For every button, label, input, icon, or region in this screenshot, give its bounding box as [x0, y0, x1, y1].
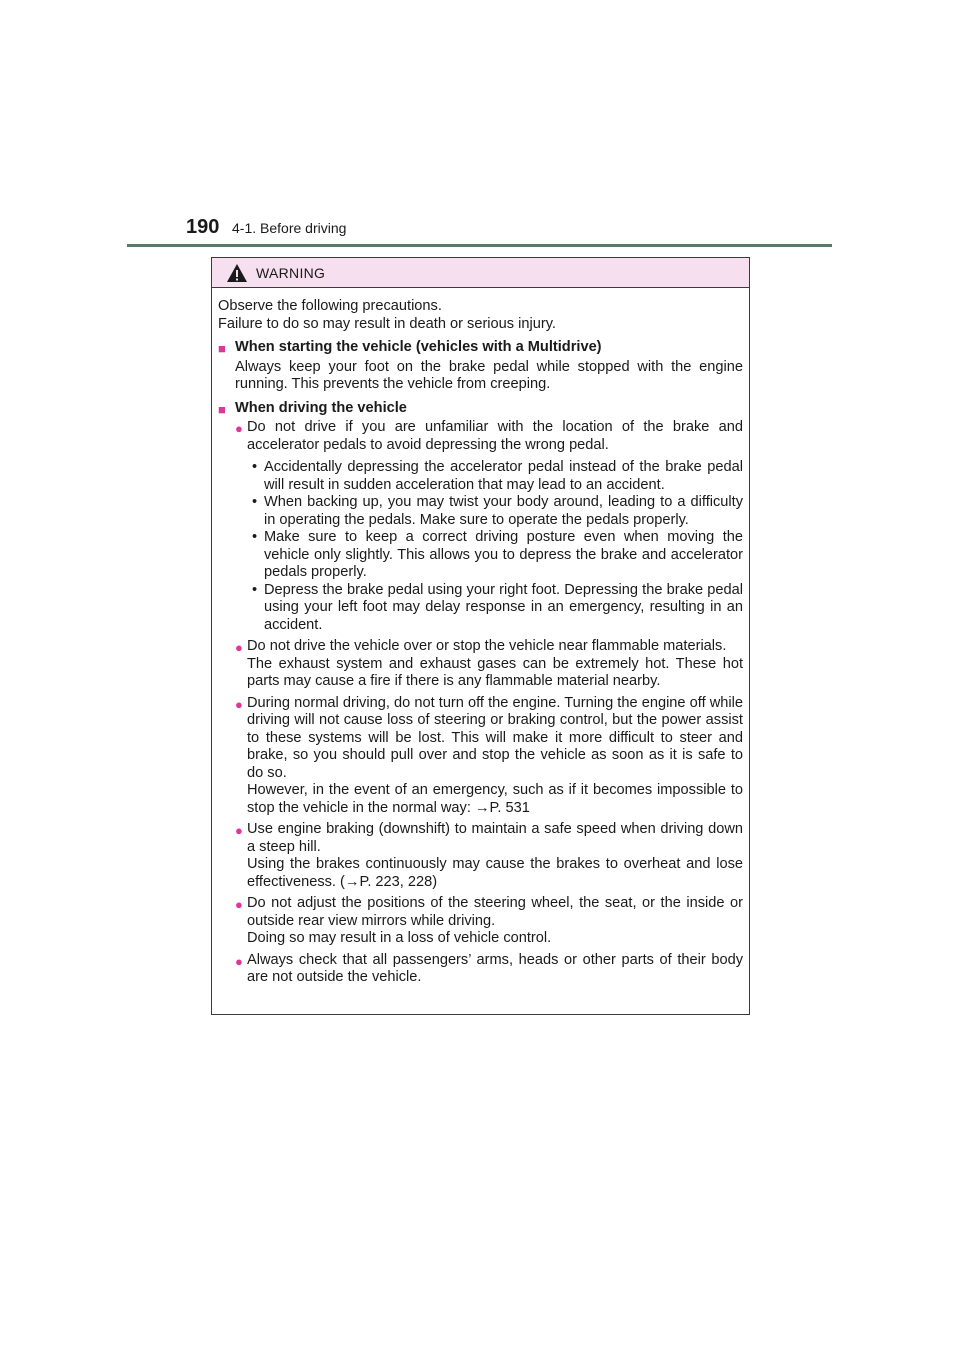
warning-intro — [218, 298, 743, 333]
bullet-text: Do not drive if you are unfamiliar with the location of the brake and accelerator pedals to avoid depressing the wrong pedal. — [247, 419, 743, 453]
sub-text: Make sure to keep a correct driving posture even when moving the vehicle only slightly. This allows you to depress the brake and accelerator pedals properly. — [264, 529, 743, 580]
section-title: 4-1. Before driving — [232, 220, 347, 236]
warning-box — [211, 257, 750, 1015]
sub-item: • Depress the brake pedal using your right foot. Depressing the brake pedal using your left foot may delay response in an emergency, resulting in an accident. — [252, 581, 743, 633]
bullet-text: The exhaust system and exhaust gases can be extremely hot. These hot parts may cause a fire if there is any flammable material nearby. — [247, 655, 743, 689]
page-header — [186, 216, 346, 239]
bullet-dot-icon: ● — [235, 696, 243, 712]
section-heading — [218, 339, 743, 358]
section-heading — [218, 400, 743, 419]
warning-triangle-icon — [226, 263, 248, 283]
section-text: Always keep your foot on the brake pedal while stopped with the engine running. This prevents the vehicle from creeping. — [235, 358, 743, 392]
sub-item: • When backing up, you may twist your body around, leading to a difficulty in operating the pedals. Make sure to operate the pedals properly. — [252, 494, 743, 528]
bullet-item — [230, 695, 743, 818]
bullet-item — [230, 638, 743, 691]
bullet-text: Do not drive the vehicle over or stop the vehicle near flammable materials. — [247, 638, 727, 654]
bullet-dot-icon: ● — [235, 640, 243, 655]
square-bullet-icon: ■ — [218, 401, 226, 417]
square-bullet-icon: ■ — [218, 341, 226, 356]
warning-body — [212, 288, 749, 987]
sub-text: Depress the brake pedal using your right foot. Depressing the brake pedal using your left foot may delay response in an emergency, resulting in an accident. — [264, 581, 743, 633]
bullet-text: Always check that all passengers’ arms, heads or other parts of their body are not outside the vehicle. — [247, 951, 743, 985]
header-divider — [127, 244, 832, 247]
sub-text: When backing up, you may twist your body around, leading to a difficulty in operating the pedals. Make sure to operate the pedals properly. — [264, 494, 743, 528]
bullet-text: However, in the event of an emergency, such as if it becomes impossible to stop the vehicle in the normal way: →P. 531 — [247, 782, 743, 816]
bullet-item — [230, 952, 743, 987]
bullet-text: During normal driving, do not turn off the engine. Turning the engine off while driving will not cause loss of steering or braking control, but the power assist to these systems will be lost. This will make it more difficult to steer and brake, so you should pull over and stop the vehicle as soon as it is safe to do so. — [247, 694, 743, 781]
page-number: 190 — [186, 216, 220, 238]
bullet-item — [230, 419, 743, 634]
bullet-dot-icon: ● — [235, 421, 243, 436]
warning-header — [212, 258, 749, 288]
heading-text: When starting the vehicle (vehicles with a Multidrive) — [235, 339, 602, 355]
bullet-text: Using the brakes continuously may cause the brakes to overheat and lose effectiveness. (→P. 223, 228) — [247, 856, 743, 890]
bullet-dot-icon: ● — [235, 897, 243, 912]
bullet-item — [230, 821, 743, 891]
warning-label: WARNING — [256, 264, 326, 281]
intro-line: Observe the following precautions. — [218, 298, 442, 314]
intro-line: Failure to do so may result in death or serious injury. — [218, 315, 556, 332]
sub-text: Accidentally depressing the accelerator pedal instead of the brake pedal will result in sudden acceleration that may lead to an accident. — [264, 459, 743, 493]
sub-item: • Make sure to keep a correct driving posture even when moving the vehicle only slightly. This allows you to depress the brake and accelerator pedals properly. — [252, 529, 743, 580]
bullet-list — [218, 419, 743, 987]
sub-list — [247, 459, 743, 634]
bullet-text: Use engine braking (downshift) to maintain a safe speed when driving down a steep hill. — [247, 821, 743, 855]
heading-text: When driving the vehicle — [235, 399, 407, 416]
bullet-dot-icon: ● — [235, 953, 243, 969]
bullet-dot-icon: ● — [235, 823, 243, 838]
bullet-text: Do not adjust the positions of the steering wheel, the seat, or the inside or outside rear view mirrors while driving. — [247, 895, 743, 929]
bullet-text: Doing so may result in a loss of vehicle control. — [247, 930, 552, 946]
bullet-item — [230, 895, 743, 948]
sub-item: • Accidentally depressing the accelerator pedal instead of the brake pedal will result in sudden acceleration that may lead to an accident. — [252, 459, 743, 493]
